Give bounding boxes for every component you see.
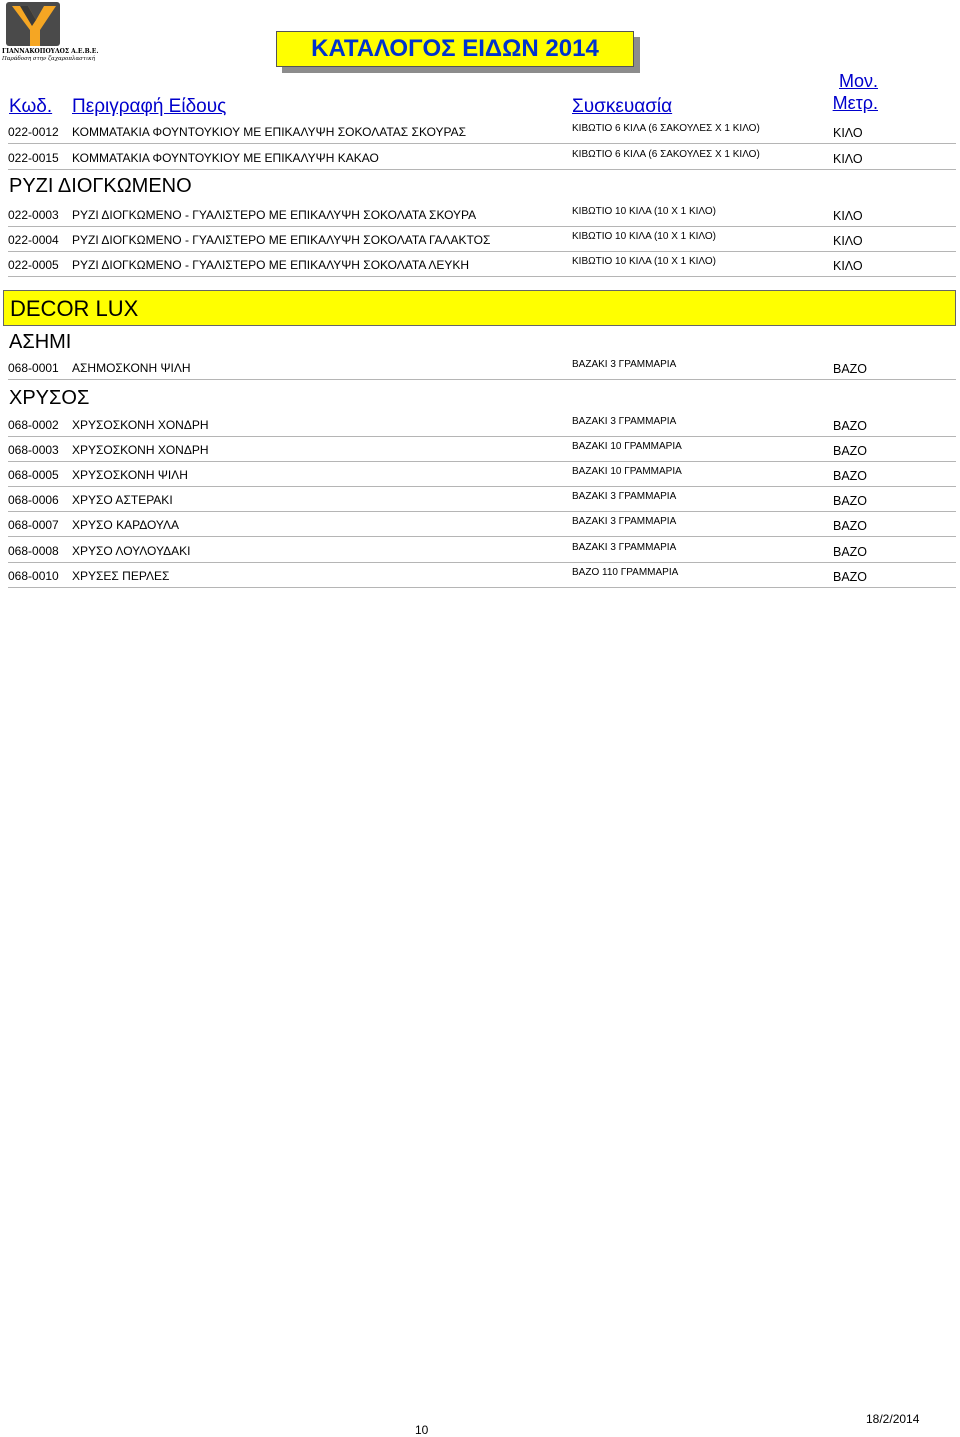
item-unit: ΚΙΛΟ xyxy=(833,126,863,140)
item-packaging: ΒΑΖΑΚΙ 3 ΓΡΑΜΜΑΡΙΑ xyxy=(572,416,677,427)
item-unit: ΚΙΛΟ xyxy=(833,152,863,166)
item-unit: ΒΑΖΟ xyxy=(833,362,868,376)
item-description: ΧΡΥΣΟΣΚΟΝΗ ΧΟΝΔΡΗ xyxy=(72,443,209,457)
item-code: 022-0003 xyxy=(8,208,59,222)
table-row xyxy=(8,144,956,170)
item-description: ΡΥΖΙ ΔΙΟΓΚΩΜΕΝΟ - ΓΥΑΛΙΣΤΕΡΟ ΜΕ ΕΠΙΚΑΛΥΨΗ ΣΟΚΟΛΑΤΑ ΓΑΛΑΚΤΟΣ xyxy=(72,233,491,247)
logo-caption: ΓΙΑΝΝΑΚΟΠΟΥΛΟΣ Α.Ε.Β.Ε. xyxy=(2,48,99,55)
item-description: ΑΣΗΜΟΣΚΟΝΗ ΨΙΛΗ xyxy=(72,361,191,375)
table-row xyxy=(8,486,956,512)
item-description: ΧΡΥΣΟ ΛΟΥΛΟΥΔΑΚΙ xyxy=(72,544,191,558)
table-row xyxy=(8,118,956,144)
item-unit: ΒΑΖΟ xyxy=(833,444,868,458)
item-unit: ΒΑΖΟ xyxy=(833,519,868,533)
item-code: 022-0012 xyxy=(8,125,59,139)
item-code: 022-0004 xyxy=(8,233,59,247)
item-packaging: ΒΑΖΑΚΙ 3 ΓΡΑΜΜΑΡΙΑ xyxy=(572,491,677,502)
item-code: 068-0001 xyxy=(8,361,59,375)
table-row xyxy=(8,511,956,537)
item-description: ΚΟΜΜΑΤΑΚΙΑ ΦΟΥΝΤΟΥΚΙΟΥ ΜΕ ΕΠΙΚΑΛΥΨΗ ΚΑΚΑΟ xyxy=(72,151,379,165)
header-unit-line1: Μον. xyxy=(838,71,878,91)
table-row xyxy=(8,226,956,252)
table-row xyxy=(8,354,956,380)
item-unit: ΒΑΖΟ xyxy=(833,469,868,483)
item-packaging: ΒΑΖΑΚΙ 3 ΓΡΑΜΜΑΡΙΑ xyxy=(572,359,677,370)
section-heading-xrysos: ΧΡΥΣΟΣ xyxy=(9,387,90,409)
table-row xyxy=(8,436,956,462)
category-banner-label: DECOR LUX xyxy=(10,296,139,321)
item-description: ΡΥΖΙ ΔΙΟΓΚΩΜΕΝΟ - ΓΥΑΛΙΣΤΕΡΟ ΜΕ ΕΠΙΚΑΛΥΨΗ ΣΟΚΟΛΑΤΑ ΛΕΥΚΗ xyxy=(72,258,470,272)
item-packaging: ΚΙΒΩΤΙΟ 10 ΚΙΛΑ (10 Χ 1 ΚΙΛΟ) xyxy=(572,206,717,217)
page-number: 10 xyxy=(415,1423,429,1437)
item-unit: ΒΑΖΟ xyxy=(833,545,868,559)
item-packaging: ΒΑΖΑΚΙ 10 ΓΡΑΜΜΑΡΙΑ xyxy=(572,441,682,452)
table-row xyxy=(8,251,956,277)
item-packaging: ΚΙΒΩΤΙΟ 10 ΚΙΛΑ (10 Χ 1 ΚΙΛΟ) xyxy=(572,256,717,267)
item-unit: ΒΑΖΟ xyxy=(833,494,868,508)
table-row xyxy=(8,537,956,563)
table-row xyxy=(8,411,956,437)
item-packaging: ΚΙΒΩΤΙΟ 6 ΚΙΛΑ (6 ΣΑΚΟΥΛΕΣ Χ 1 ΚΙΛΟ) xyxy=(572,149,760,160)
item-code: 068-0005 xyxy=(8,468,59,482)
table-row xyxy=(8,201,956,227)
section-heading-asimi: ΑΣΗΜΙ xyxy=(9,331,72,353)
item-description: ΚΟΜΜΑΤΑΚΙΑ ΦΟΥΝΤΟΥΚΙΟΥ ΜΕ ΕΠΙΚΑΛΥΨΗ ΣΟΚΟΛΑΤΑΣ ΣΚΟΥΡΑΣ xyxy=(72,125,467,139)
item-description: ΧΡΥΣΟ ΚΑΡΔΟΥΛΑ xyxy=(72,518,180,532)
item-code: 022-0015 xyxy=(8,151,59,165)
catalog-title: ΚΑΤΑΛΟΓΟΣ ΕΙΔΩΝ 2014 xyxy=(276,31,634,67)
item-code: 068-0008 xyxy=(8,544,59,558)
item-packaging: ΚΙΒΩΤΙΟ 10 ΚΙΛΑ (10 Χ 1 ΚΙΛΟ) xyxy=(572,231,717,242)
category-banner-decor-lux xyxy=(3,290,956,326)
table-row xyxy=(8,562,956,588)
item-packaging: ΒΑΖΑΚΙ 10 ΓΡΑΜΜΑΡΙΑ xyxy=(572,466,682,477)
item-packaging: ΒΑΖΑΚΙ 3 ΓΡΑΜΜΑΡΙΑ xyxy=(572,542,677,553)
header-description: Περιγραφή Είδους xyxy=(72,96,227,117)
item-packaging: ΒΑΖΟ 110 ΓΡΑΜΜΑΡΙΑ xyxy=(572,567,679,578)
item-unit: ΚΙΛΟ xyxy=(833,259,863,273)
company-logo xyxy=(2,2,99,66)
item-unit: ΒΑΖΟ xyxy=(833,570,868,584)
item-code: 068-0002 xyxy=(8,418,59,432)
header-packaging: Συσκευασία xyxy=(572,96,673,117)
item-packaging: ΒΑΖΑΚΙ 3 ΓΡΑΜΜΑΡΙΑ xyxy=(572,516,677,527)
logo-mark xyxy=(6,2,60,46)
item-description: ΧΡΥΣΟ ΑΣΤΕΡΑΚΙ xyxy=(72,493,173,507)
item-description: ΧΡΥΣΟΣΚΟΝΗ ΨΙΛΗ xyxy=(72,468,188,482)
item-code: 068-0006 xyxy=(8,493,59,507)
item-code: 068-0007 xyxy=(8,518,59,532)
item-unit: ΒΑΖΟ xyxy=(833,419,868,433)
item-unit: ΚΙΛΟ xyxy=(833,209,863,223)
item-code: 022-0005 xyxy=(8,258,59,272)
item-description: ΧΡΥΣΕΣ ΠΕΡΛΕΣ xyxy=(72,569,170,583)
print-date: 18/2/2014 xyxy=(866,1412,920,1426)
item-unit: ΚΙΛΟ xyxy=(833,234,863,248)
header-unit xyxy=(818,70,878,114)
item-description: ΧΡΥΣΟΣΚΟΝΗ ΧΟΝΔΡΗ xyxy=(72,418,209,432)
item-code: 068-0010 xyxy=(8,569,59,583)
table-row xyxy=(8,461,956,487)
section-heading-rizi: ΡΥΖΙ ΔΙΟΓΚΩΜΕΝΟ xyxy=(9,175,192,197)
logo-tagline: Παράδοση στην ζαχαροπλαστική xyxy=(2,56,96,62)
item-code: 068-0003 xyxy=(8,443,59,457)
item-packaging: ΚΙΒΩΤΙΟ 6 ΚΙΛΑ (6 ΣΑΚΟΥΛΕΣ Χ 1 ΚΙΛΟ) xyxy=(572,123,760,134)
item-description: ΡΥΖΙ ΔΙΟΓΚΩΜΕΝΟ - ΓΥΑΛΙΣΤΕΡΟ ΜΕ ΕΠΙΚΑΛΥΨΗ ΣΟΚΟΛΑΤΑ ΣΚΟΥΡΑ xyxy=(72,208,477,222)
header-unit-line2: Μετρ. xyxy=(832,93,878,113)
header-code: Κωδ. xyxy=(9,96,53,117)
